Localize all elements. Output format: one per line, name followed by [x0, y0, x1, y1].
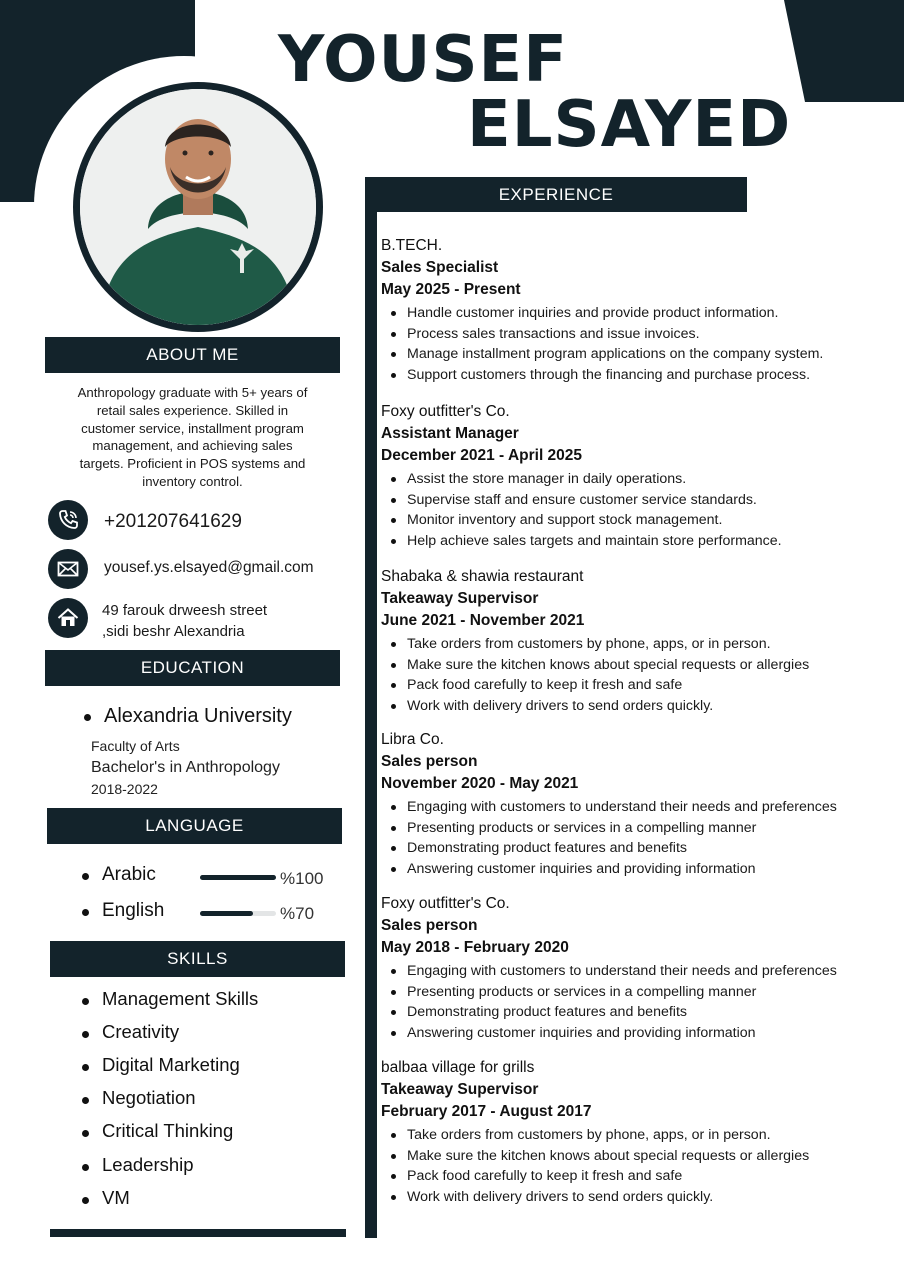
experience-bullets: [381, 1125, 901, 1208]
experience-bullet: Demonstrating product features and benefits: [381, 1002, 901, 1023]
experience-title: Sales person: [381, 753, 478, 770]
experience-entry: [381, 729, 901, 880]
phone-icon: [48, 500, 88, 540]
bullet: [84, 714, 91, 721]
experience-company: Libra Co.: [381, 731, 444, 748]
experience-company: Shabaka & shawia restaurant: [381, 568, 584, 585]
experience-company: Foxy outfitter's Co.: [381, 403, 510, 420]
experience-title: Takeaway Supervisor: [381, 590, 539, 607]
language-name: English: [102, 900, 165, 921]
experience-bullet: Work with delivery drivers to send orders quickly.: [381, 696, 901, 717]
experience-bullet: Pack food carefully to keep it fresh and safe: [381, 675, 901, 696]
experience-bullet: Answering customer inquiries and providing information: [381, 859, 901, 880]
education-university: Alexandria University: [104, 705, 292, 727]
education-years: 2018-2022: [91, 781, 158, 797]
experience-bullets: [381, 469, 901, 552]
mail-icon: [48, 549, 88, 589]
language-level-fill: [200, 911, 253, 916]
experience-title: Sales person: [381, 917, 478, 934]
experience-entry: [381, 235, 901, 386]
language-level-label: %100: [280, 869, 324, 888]
language-level-bar: [200, 911, 276, 916]
experience-bullet: Engaging with customers to understand their needs and preferences: [381, 961, 901, 982]
education-degree: Bachelor's in Anthropology: [91, 759, 280, 776]
experience-title: Takeaway Supervisor: [381, 1081, 539, 1098]
bullet: [82, 873, 89, 880]
education-faculty: Faculty of Arts: [91, 738, 180, 754]
skill-item: Critical Thinking: [102, 1120, 234, 1141]
name-first: YOUSEF: [278, 23, 568, 97]
experience-header: EXPERIENCE: [365, 177, 747, 212]
experience-bullet: Handle customer inquiries and provide product information.: [381, 303, 901, 324]
experience-bullet: Monitor inventory and support stock management.: [381, 510, 901, 531]
experience-entry: [381, 1057, 901, 1208]
corner-decoration-top-right: [784, 0, 904, 102]
experience-divider: [365, 177, 377, 1238]
experience-bullet: Take orders from customers by phone, apps, or in person.: [381, 634, 901, 655]
bullet: [82, 998, 89, 1005]
experience-bullets: [381, 634, 901, 717]
about-line: management, and achieving sales: [92, 438, 293, 454]
skill-item: Digital Marketing: [102, 1054, 240, 1075]
experience-bullet: Demonstrating product features and benefits: [381, 838, 901, 859]
experience-title: Assistant Manager: [381, 425, 519, 442]
experience-bullet: Process sales transactions and issue invoices.: [381, 324, 901, 345]
education-header: EDUCATION: [45, 650, 340, 686]
experience-dates: May 2018 - February 2020: [381, 939, 569, 956]
language-level-fill: [200, 875, 276, 880]
bullet: [82, 1164, 89, 1171]
about-line: customer service, installment program: [81, 420, 304, 436]
person-avatar-icon: [80, 89, 316, 325]
about-line: inventory control.: [142, 473, 243, 489]
experience-title: Sales Specialist: [381, 259, 499, 276]
home-icon: [48, 598, 88, 638]
address-line-2: ,sidi beshr Alexandria: [102, 623, 245, 640]
experience-bullet: Pack food carefully to keep it fresh and safe: [381, 1166, 901, 1187]
experience-company: Foxy outfitter's Co.: [381, 895, 510, 912]
skills-header: SKILLS: [50, 941, 345, 977]
skill-item: Negotiation: [102, 1087, 196, 1108]
experience-dates: November 2020 - May 2021: [381, 775, 579, 792]
about-text: [60, 384, 325, 491]
bullet: [82, 909, 89, 916]
experience-bullet: Support customers through the financing and purchase process.: [381, 365, 901, 386]
language-header: LANGUAGE: [47, 808, 342, 844]
experience-dates: May 2025 - Present: [381, 281, 521, 298]
experience-bullet: Answering customer inquiries and providing information: [381, 1023, 901, 1044]
skill-item: Creativity: [102, 1021, 180, 1042]
experience-company: B.TECH.: [381, 237, 443, 254]
experience-company: balbaa village for grills: [381, 1059, 535, 1076]
bullet: [82, 1097, 89, 1104]
name-last: ELSAYED: [467, 88, 792, 162]
bullet: [82, 1130, 89, 1137]
experience-dates: February 2017 - August 2017: [381, 1103, 592, 1120]
skill-item: Management Skills: [102, 988, 259, 1009]
experience-entry: [381, 893, 901, 1044]
language-level-bar: [200, 875, 276, 880]
about-header: ABOUT ME: [45, 337, 340, 373]
skill-item: VM: [102, 1187, 130, 1208]
experience-bullet: Make sure the kitchen knows about special requests or allergies: [381, 1146, 901, 1167]
experience-bullet: Make sure the kitchen knows about special requests or allergies: [381, 655, 901, 676]
phone-number[interactable]: +201207641629: [104, 511, 242, 532]
experience-entry: [381, 401, 901, 552]
about-line: targets. Proficient in POS systems and: [79, 456, 306, 472]
experience-bullets: [381, 303, 901, 386]
skills-footer-bar: [50, 1229, 346, 1237]
bullet: [82, 1031, 89, 1038]
about-line: Anthropology graduate with 5+ years of: [77, 385, 308, 400]
experience-entry: [381, 566, 901, 717]
experience-bullet: Assist the store manager in daily operations.: [381, 469, 901, 490]
experience-bullet: Help achieve sales targets and maintain store performance.: [381, 531, 901, 552]
experience-bullet: Supervise staff and ensure customer service standards.: [381, 490, 901, 511]
language-level-label: %70: [280, 904, 315, 923]
skill-item: Leadership: [102, 1154, 194, 1175]
about-line: retail sales experience. Skilled in: [96, 402, 289, 418]
experience-bullets: [381, 961, 901, 1044]
email-address[interactable]: yousef.ys.elsayed@gmail.com: [104, 559, 314, 576]
experience-dates: December 2021 - April 2025: [381, 447, 583, 464]
experience-bullet: Take orders from customers by phone, apps, or in person.: [381, 1125, 901, 1146]
bullet: [82, 1197, 89, 1204]
bullet: [82, 1064, 89, 1071]
experience-bullet: Work with delivery drivers to send orders quickly.: [381, 1187, 901, 1208]
address-line-1: 49 farouk drweesh street: [102, 602, 268, 619]
experience-dates: June 2021 - November 2021: [381, 612, 585, 629]
experience-bullets: [381, 797, 901, 880]
experience-bullet: Presenting products or services in a compelling manner: [381, 982, 901, 1003]
experience-bullet: Engaging with customers to understand their needs and preferences: [381, 797, 901, 818]
language-name: Arabic: [102, 864, 156, 885]
experience-bullet: Manage installment program applications on the company system.: [381, 344, 901, 365]
profile-photo: [80, 89, 316, 325]
experience-bullet: Presenting products or services in a compelling manner: [381, 818, 901, 839]
